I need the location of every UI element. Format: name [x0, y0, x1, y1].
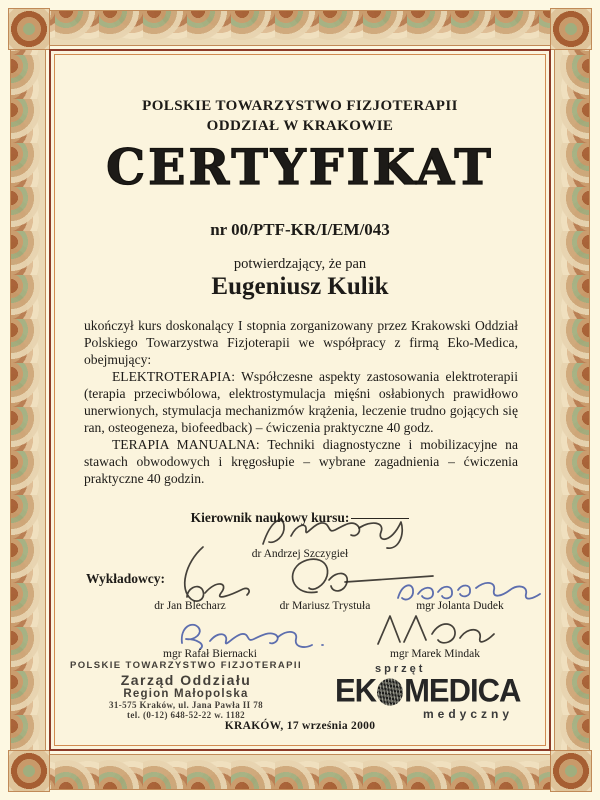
stamp-address: 31-575 Kraków, ul. Jana Pawła II 78	[108, 700, 263, 710]
stamp-phone: tel. (0-12) 648-52-22 w. 1182	[126, 710, 246, 720]
lecturer-name-dudek: mgr Jolanta Dudek	[416, 600, 504, 612]
lecturer-name-biernacki: mgr Rafał Biernacki	[163, 648, 257, 660]
globe-icon	[377, 678, 403, 705]
signature-szczygiel	[255, 512, 425, 552]
organization-name: POLSKIE TOWARZYSTWO FIZJOTERAPII	[142, 98, 458, 114]
stamp-board: Zarząd Oddziału	[120, 672, 252, 688]
body-paragraph-manual-therapy: TERAPIA MANUALNA: Techniki diagnostyczne i mobilizacyjne na stawach obwodowych i kręgosłupie – wybrane zagadnienia – ćwiczenia praktyczne 40 godzin.	[84, 436, 518, 486]
signature-biernacki	[170, 615, 330, 651]
date-line: KRAKÓW, 17 września 2000	[224, 720, 376, 732]
ekomedica-logo	[335, 663, 545, 721]
lecturers-label: Wykładowcy:	[86, 571, 166, 586]
course-director-label: Kierownik naukowy kursu:	[190, 510, 350, 525]
certificate-title: CERTYFIKAT	[106, 138, 494, 196]
confirmation-text: potwierdzający, że pan	[233, 256, 367, 272]
logo-text-medica: MEDICA	[404, 672, 521, 709]
body-paragraph-electrotherapy: ELEKTROTERAPIA: Współczesne aspekty zastosowania elektroterapii (terapia przeciwbólowa, elektrostymulacja mięśni osłabionych prawidłowo unerwionych, stymulacja mechanizmów krążenia, leczenie trudno gojących się ran, osteogeneza, biofeedback) – ćwiczenia praktyczne 40 godz.	[84, 368, 518, 435]
stamp-region: Region Małopolska	[123, 688, 249, 700]
organization-stamp	[66, 660, 306, 720]
organization-branch: ODDZIAŁ W KRAKOWIE	[206, 118, 394, 134]
body-paragraph-intro: ukończył kurs doskonalący I stopnia zorganizowany przez Krakowski Oddział Polskiego Towarzystwa Fizjoterapii we współpracy z firmą Eko-Medica, obejmujący:	[84, 318, 518, 367]
course-director-name: dr Andrzej Szczygieł	[251, 548, 349, 560]
logo-wordmark	[335, 674, 545, 707]
recipient-name: Eugeniusz Kulik	[211, 273, 389, 300]
signature-blecharz	[145, 545, 255, 603]
lecturer-name-mindak: mgr Marek Mindak	[389, 648, 481, 660]
signature-mindak	[370, 610, 500, 652]
logo-tagline-bottom: medyczny	[423, 707, 514, 721]
logo-text-ek: EK	[335, 672, 377, 709]
stamp-org-name: POLSKIE TOWARZYSTWO FIZJOTERAPII	[70, 660, 302, 671]
certificate-body	[84, 318, 518, 488]
lecturer-name-trystula: dr Mariusz Trystuła	[279, 600, 371, 612]
logo-tagline-top: sprzęt	[375, 663, 426, 675]
lecturer-name-blecharz: dr Jan Blecharz	[154, 600, 226, 612]
certificate-number: nr 00/PTF-KR/I/EM/043	[210, 220, 390, 239]
